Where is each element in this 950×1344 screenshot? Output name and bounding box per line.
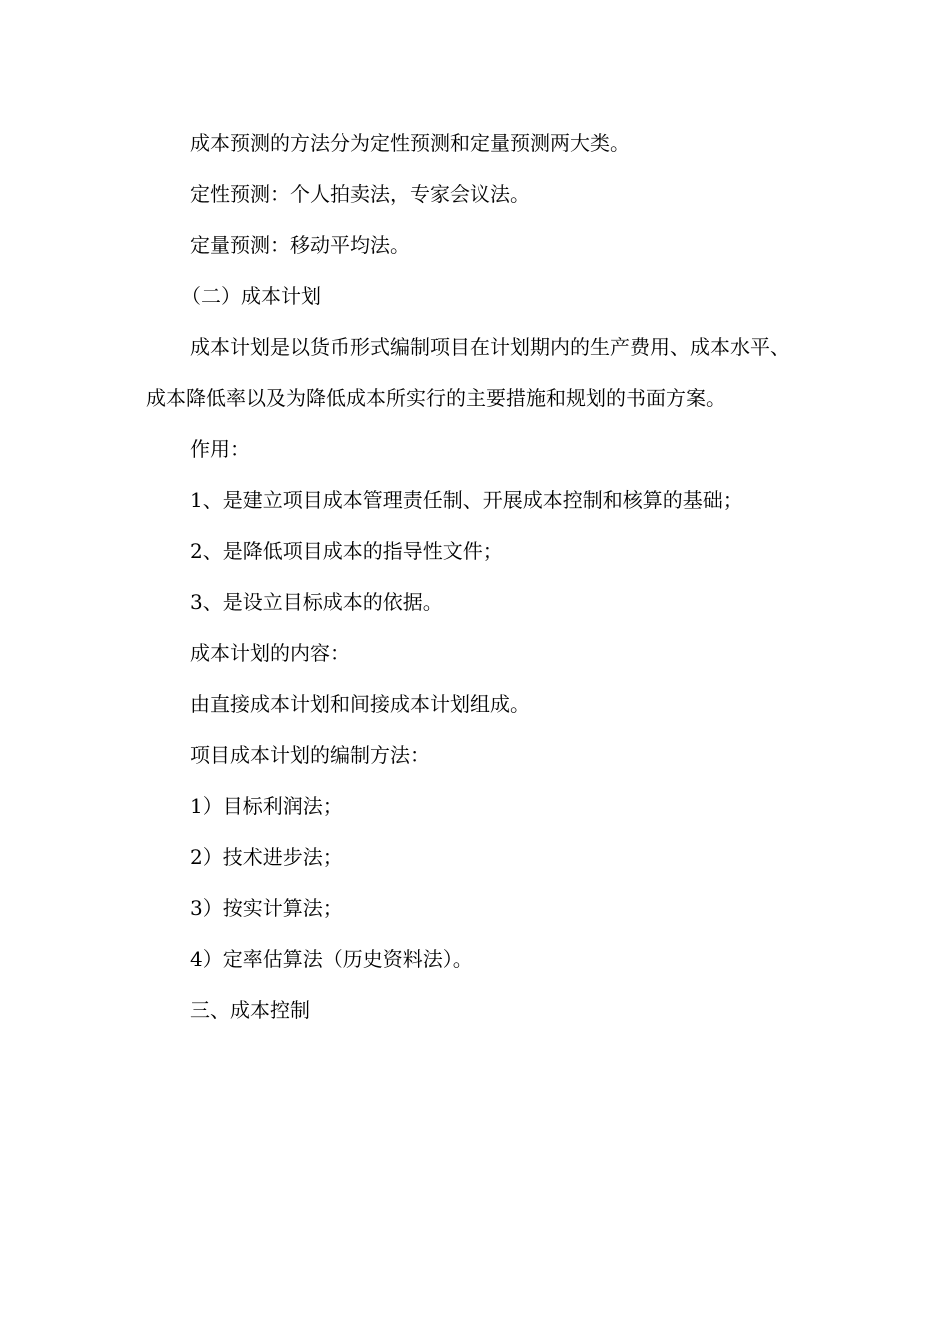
paragraph-compilation-methods-label: 项目成本计划的编制方法： (190, 743, 430, 767)
list-item-method-2: 2）技术进步法； (190, 845, 343, 869)
paragraph-cost-plan-definition: 成本计划是以货币形式编制项目在计划期内的生产费用、成本水平、成本降低率以及为降低成本所实行的主要措施和规划的书面方案。 (146, 335, 790, 410)
paragraph-plan-contents-label: 成本计划的内容： (190, 641, 350, 665)
list-item-method-3: 3）按实计算法； (190, 896, 343, 920)
paragraph-forecast-methods: 成本预测的方法分为定性预测和定量预测两大类。 (190, 131, 630, 155)
paragraph-functions-label: 作用： (190, 437, 250, 461)
section-heading-cost-plan: （二）成本计划 (181, 284, 321, 308)
list-item-method-4: 4）定率估算法（历史资料法）。 (190, 947, 473, 971)
section-heading-cost-control: 三、成本控制 (190, 998, 310, 1022)
list-item-function-1: 1、是建立项目成本管理责任制、开展成本控制和核算的基础； (190, 488, 743, 512)
list-item-function-3: 3、是设立目标成本的依据。 (190, 590, 443, 614)
list-item-function-2: 2、是降低项目成本的指导性文件； (190, 539, 503, 563)
paragraph-plan-contents: 由直接成本计划和间接成本计划组成。 (190, 692, 530, 716)
list-item-method-1: 1）目标利润法； (190, 794, 343, 818)
paragraph-qualitative-forecast: 定性预测：个人拍卖法，专家会议法。 (190, 182, 530, 206)
paragraph-quantitative-forecast: 定量预测：移动平均法。 (190, 233, 410, 257)
